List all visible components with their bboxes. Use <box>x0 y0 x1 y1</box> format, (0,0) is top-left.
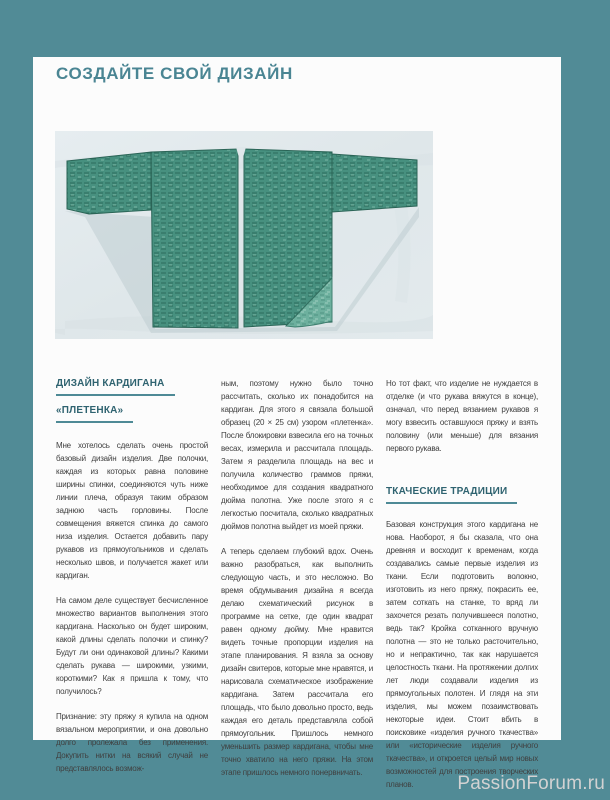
paragraph: На самом деле существует бесчисленное множество вариантов выполнения этого кардигана. Насколько он будет широким, какой длины сделать полочки и спинку? Будут ли они одинаковой длины? Какими сделать рукава — широкими, узкими, короткими? Как я пришла к тому, что получилось? <box>56 596 208 696</box>
cardigan-illustration <box>55 131 433 339</box>
paragraph: Но тот факт, что изделие не нуждается в отделке (и что рукава вяжутся в конце), означал, что перед вязанием рукавов я могу взвесить оставшуюся пряжу и взять половину (или меньше) для вязания первого рукава. <box>386 379 538 453</box>
section-heading-cardigan-design: ДИЗАЙН КАРДИГАНА <box>56 377 175 396</box>
paragraph: Признание: эту пряжу я купила на одном вязальном мероприятии, и она довольно долго пролежала без применения. Докупить нитки на всякий случай не представлялось возмож- <box>56 712 208 773</box>
cardigan-photo <box>55 131 433 339</box>
column-left <box>56 377 208 800</box>
text-columns <box>56 377 550 800</box>
paragraph: Мне хотелось сделать очень простой базовый дизайн изделия. Две полочки, каждая из которых равна половине ширины спинки, соединяются чуть ниже линии плеча, образуя таким образом заднюю часть горловины. После совмещения вяжется спинка до самого низа изделия. Остается добавить пару рукавов из прямоугольников и сделать несколько швов, и получается жакет или кардиган. <box>56 441 208 580</box>
paragraph: ным, поэтому нужно было точно рассчитать, сколько их понадобится на кардиган. Для этого я связала большой образец (20 × 25 см) узором «плетенка». После блокировки взвесила его на точных весах, измерила и рассчитала площадь. Затем я разделила площадь на вес и получила количество граммов пряжи, необходимое для создания квадратного дюйма полотна. Уже после этого я с легкостью посчитала, сколько квадратных дюймов полотна выйдет из моей пряжи. <box>221 379 373 531</box>
paragraph: А теперь сделаем глубокий вдох. Очень важно разобраться, как выполнить следующую часть, и это несложно. Во время обдумывания дизайна я всегда делаю схематический рисунок в программе на сетке, где один квадрат равен одному дюйму. Мне нравится видеть точные пропорции изделия на этапе планирования. Я взяла за основу дизайн свитеров, которые мне нравятся, и нарисовала схематическое изображение кардигана. Затем рассчитала его площадь, что было довольно просто, ведь каждая его деталь представляла собой прямоугольник. Пришлось немного уменьшить размер кардигана, чтобы мне точно хватило на него пряжи. На этом этапе пришлось немного понервничать. <box>221 547 373 777</box>
section-heading-pletenka: «ПЛЕТЕНКА» <box>56 404 133 423</box>
page-title: СОЗДАЙТЕ СВОЙ ДИЗАЙН <box>56 64 293 83</box>
column-right <box>386 377 538 800</box>
watermark: PassionForum.ru <box>457 773 605 794</box>
column-middle <box>221 377 373 800</box>
paragraph: Базовая конструкция этого кардигана не нова. Наоборот, я бы сказала, что она древняя и восходит к временам, когда создавались самые первые изделия из ткани. Если подготовить волокно, изготовить из него пряжу, покрасить ее, затем соткать на станке, то вряд ли захочется резать получившееся полотно, ведь так? Кройка сотканного вручную полотна — это не только расточительно, но и непрактично, так как нарушается целостность ткани. На протяжении долгих лет люди создавали изделия из прямоугольных полотен. И глядя на эти изделия, мы можем позаимствовать некоторые идеи. Стоит вбить в поисковике «изделия ручного ткачества» или «исторические изделия ручного ткачества», и откроется целый мир новых возможностей для построения творческих планов. <box>386 520 538 789</box>
section-heading-weaving-traditions: ТКАЧЕСКИЕ ТРАДИЦИИ <box>386 485 517 504</box>
